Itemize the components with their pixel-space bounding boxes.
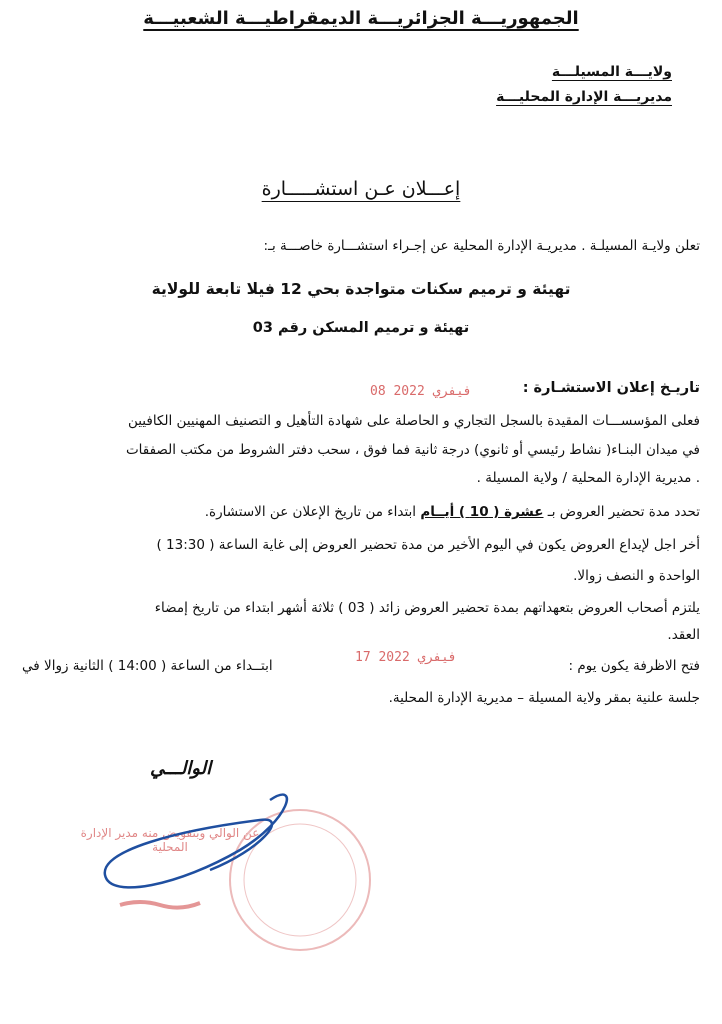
- paragraph-line: فعلى المؤسســـات المقيدة بالسجل التجاري و الحاصلة على شهادة التأهيل و التصنيف المهنيين الكافيين: [127, 413, 700, 429]
- text: ابتداء من تاريخ الإعلان عن الاستشارة.: [204, 504, 421, 520]
- announcement-date-label: تاريـخ إعلان الاستشـارة :: [522, 380, 700, 396]
- subject-line: تهيئة و ترميم سكنات متواجدة بحي 12 فيلا تابعة للولاية: [151, 280, 571, 298]
- paragraph-line: جلسة علنية بمقر ولاية المسيلة – مديرية الإدارة المحلية.: [388, 690, 700, 706]
- paragraph-line: أخر اجل لإيداع العروض يكون في اليوم الأخير من مدة تحضير العروض إلى غاية الساعة ( 13:30 ): [156, 537, 700, 553]
- opening-time: ابتــداء من الساعة ( 14:00 ) الثانية زوالا في: [22, 658, 273, 674]
- directorate-label: مديريـــة الإدارة المحليـــة: [496, 89, 672, 105]
- republic-header-text: الجمهوريـــة الجزائريـــة الديمقراطيـــة الشعبيـــة: [143, 8, 579, 29]
- wilaya-label: ولايـــة المسيلـــة: [551, 64, 672, 80]
- paragraph-line: في ميدان البنـاء( نشاط رئيسي أو ثانوي) درجة ثانية فما فوق ، سحب دفتر الشروط من مكتب الصفقات: [125, 442, 700, 458]
- signature-icon: [105, 795, 287, 888]
- paragraph-line: يلتزم أصحاب العروض بتعهداتهم بمدة تحضير العروض زائد ( 03 ) ثلاثة أشهر ابتداء من تاريخ إمضاء: [154, 600, 700, 616]
- opening-label: فتح الاظرفة يكون يوم :: [568, 658, 700, 674]
- announcement-date-stamp: 08 فيفري 2022: [370, 384, 472, 399]
- paragraph-line: . مديرية الإدارة المحلية / ولاية المسيلة .: [476, 470, 700, 486]
- document-title: [0, 178, 722, 200]
- offer-period-value: عشرة ( 10 ) أيــام: [420, 504, 544, 520]
- paragraph-line: العقد.: [667, 627, 700, 643]
- signatory-title: الوالـــي: [150, 758, 212, 779]
- paragraph-line: الواحدة و النصف زوالا.: [573, 568, 700, 584]
- text: تحدد مدة تحضير العروض بـ: [543, 504, 700, 520]
- lot-line: تهيئة و ترميم المسكن رقم 03: [252, 320, 470, 336]
- document-title-text: إعـــلان عـن استشـــــارة: [261, 178, 461, 200]
- stamp-and-signature: [60, 790, 390, 970]
- republic-header: [0, 8, 722, 29]
- opening-date-stamp: 17 فيفري 2022: [355, 650, 457, 665]
- offer-period-line: [205, 504, 700, 520]
- intro-text: تعلن ولايـة المسيلـة . مديريـة الإدارة المحلية عن إجـراء استشـــارة خاصـــة بـ:: [263, 238, 700, 254]
- official-stamp-text: عن الوالي وبتفويض منه مدير الإدارة المحلية: [80, 826, 260, 854]
- stamp-mark: [120, 902, 200, 908]
- round-stamp-icon: [230, 810, 370, 950]
